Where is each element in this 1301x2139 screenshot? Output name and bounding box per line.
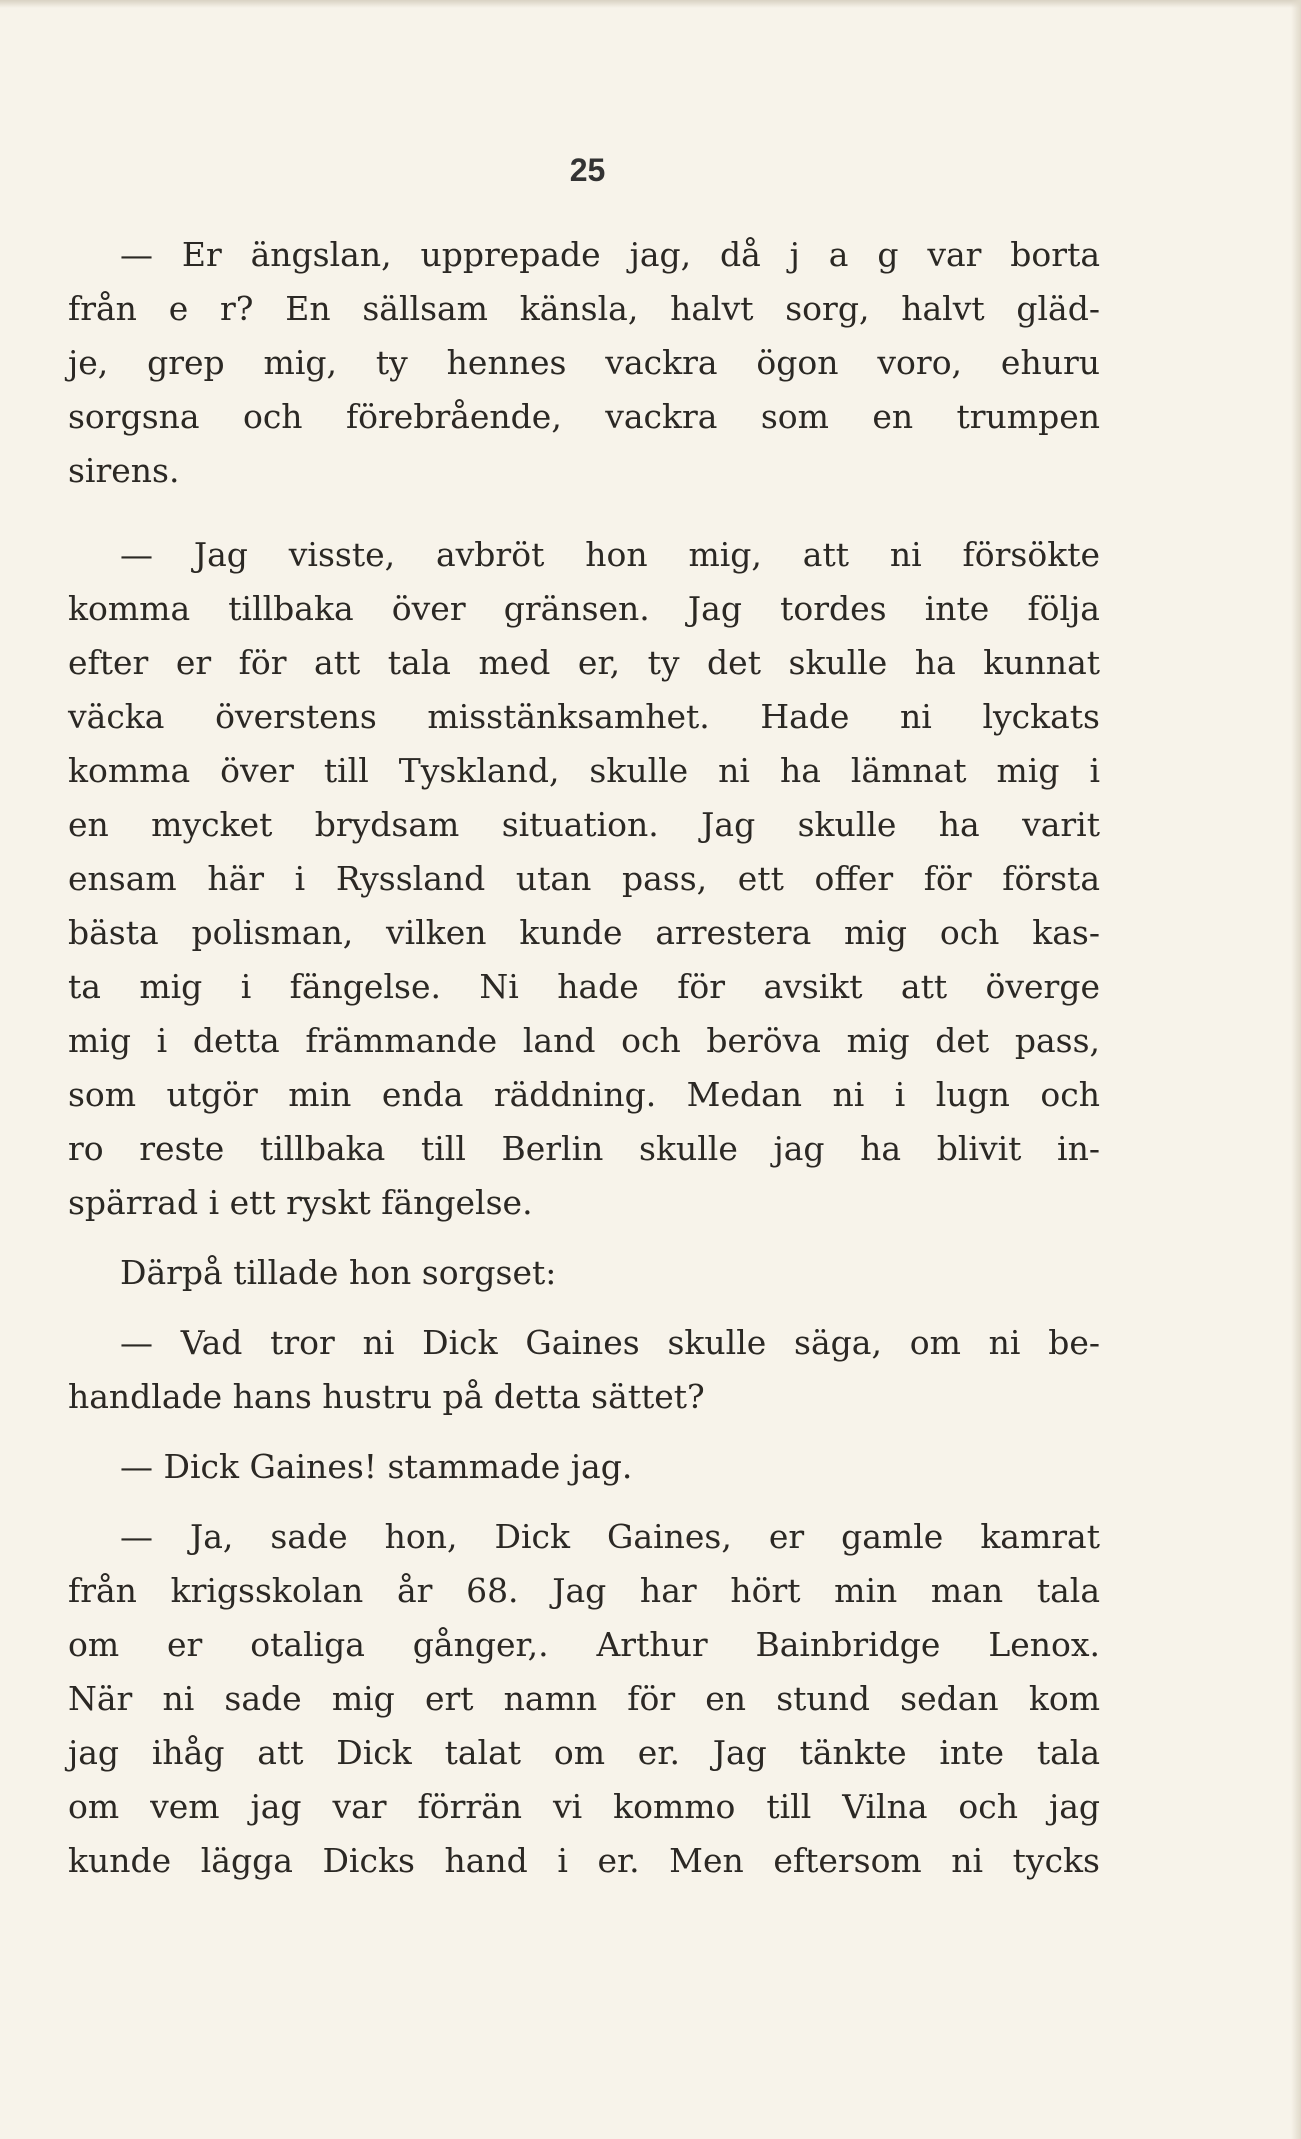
text-line: — Er ängslan, upprepade jag, då j a g var borta [120, 235, 1100, 274]
text-line: om vem jag var förrän vi kommo till Vilna och jag [68, 1787, 1100, 1826]
paragraph-3 [68, 1246, 1100, 1300]
text-line: ensam här i Ryssland utan pass, ett offer för första [68, 859, 1100, 898]
text-line: Därpå tillade hon sorgset: [120, 1253, 557, 1292]
text-line: — Jag visste, avbröt hon mig, att ni försökte [120, 535, 1100, 574]
text-line: ta mig i fängelse. Ni hade för avsikt att överge [68, 967, 1100, 1006]
text-line: När ni sade mig ert namn för en stund sedan kom [68, 1679, 1100, 1718]
text-line: efter er för att tala med er, ty det skulle ha kunnat [68, 643, 1100, 682]
text-line: från krigsskolan år 68. Jag har hört min man tala [68, 1571, 1100, 1610]
paragraph-6 [68, 1510, 1100, 1888]
text-line: väcka överstens misstänksamhet. Hade ni lyckats [68, 697, 1100, 736]
text-line: som utgör min enda räddning. Medan ni i lugn och [68, 1075, 1100, 1114]
text-line: komma tillbaka över gränsen. Jag tordes inte följa [68, 589, 1100, 628]
text-line: jag ihåg att Dick talat om er. Jag tänkte inte tala [68, 1733, 1100, 1772]
text-line: kunde lägga Dicks hand i er. Men eftersom ni tycks [68, 1841, 1100, 1880]
paragraph-2 [68, 528, 1100, 1230]
page-number: 25 [569, 152, 606, 188]
text-line: — Ja, sade hon, Dick Gaines, er gamle kamrat [120, 1517, 1100, 1556]
text-line: om er otaliga gånger,. Arthur Bainbridge Lenox. [68, 1625, 1100, 1664]
text-line: — Vad tror ni Dick Gaines skulle säga, om ni be- [120, 1323, 1100, 1362]
paragraph-5 [68, 1440, 1100, 1494]
page-text [68, 228, 1100, 1888]
text-line: sorgsna och förebrående, vackra som en trumpen [68, 397, 1100, 436]
paragraph-1 [68, 228, 1100, 498]
text-line: en mycket brydsam situation. Jag skulle ha varit [68, 805, 1100, 844]
text-line: mig i detta främmande land och beröva mig det pass, [68, 1021, 1100, 1060]
page-top-edge [0, 0, 1301, 8]
text-line: från e r? En sällsam känsla, halvt sorg, halvt gläd- [68, 289, 1100, 328]
text-line: — Dick Gaines! stammade jag. [120, 1447, 633, 1486]
text-line: komma över till Tyskland, skulle ni ha lämnat mig i [68, 751, 1100, 790]
page-right-edge [1291, 0, 1301, 2139]
text-line: handlade hans hustru på detta sättet? [68, 1377, 705, 1416]
text-line: spärrad i ett ryskt fängelse. [68, 1183, 533, 1222]
text-line: sirens. [68, 451, 180, 490]
text-line: bästa polisman, vilken kunde arrestera mig och kas- [68, 913, 1100, 952]
paragraph-4 [68, 1316, 1100, 1424]
text-line: je, grep mig, ty hennes vackra ögon voro, ehuru [68, 343, 1100, 382]
text-line: ro reste tillbaka till Berlin skulle jag ha blivit in- [68, 1129, 1100, 1168]
